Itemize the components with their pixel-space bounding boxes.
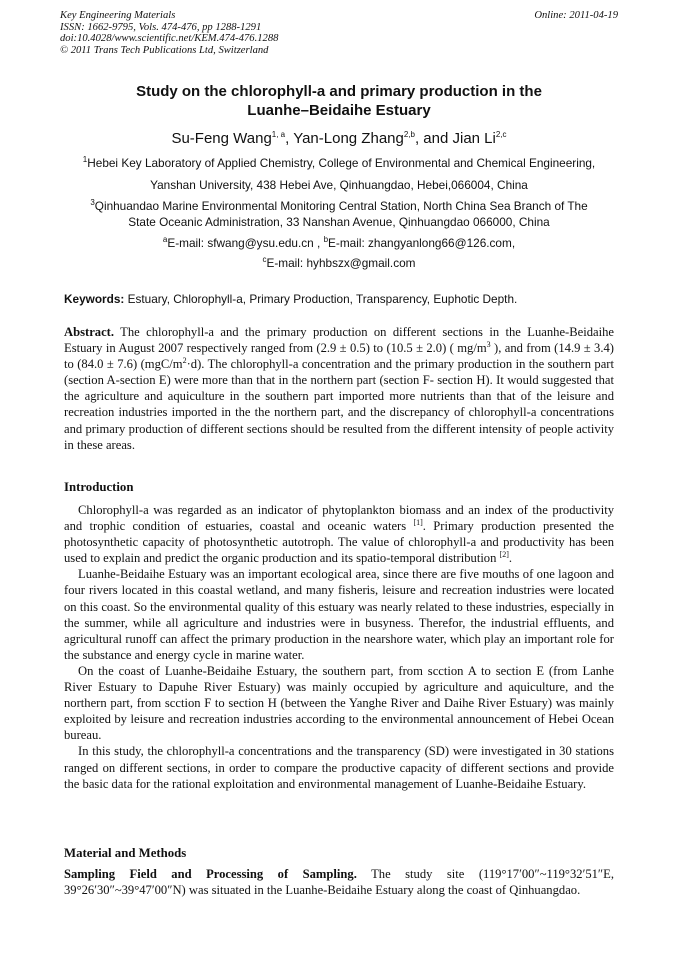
copyright-line: © 2011 Trans Tech Publications Ltd, Switzerland — [60, 44, 269, 56]
paper-title: Study on the chlorophyll-a and primary production in the Luanhe–Beidaihe Estuary — [136, 83, 542, 119]
section-heading-methods: Material and Methods — [64, 846, 187, 860]
paragraph: On the coast of Luanhe-Beidaihe Estuary, the southern part, from scction A to section E (from Lanhe River Estuary to Dapuhe River Estuary) was mainly occupied by agriculture and aquiculture, and the northern part, from scction F to section H (between the Yanghe River and Daihe River Estuary) was mainly exploited by leisure and recreation industries according to the environmental announcement of Hebei Ocean bureau. — [64, 663, 614, 743]
section-heading-introduction: Introduction — [64, 480, 134, 494]
subsection-label: Sampling Field and Processing of Sampling. — [64, 867, 357, 881]
journal-name: Key Engineering Materials — [60, 10, 176, 21]
issn-line: ISSN: 1662-9795, Vols. 474-476, pp 1288-1291 — [60, 21, 262, 33]
paragraph: Luanhe-Beidaihe Estuary was an important ecological area, since there are five mouths of one lagoon and four rivers located in this coastal wetland, and many fisheris, leisure and recreation industries were located on this coast. So the environmental quality of this estuary was nearly related to these industries, especially in the summer, while all agriculture and industries were in busyness. Therefor, the industrial effluents, and agricultural runoff can affect the primary production in the nearshore water, which play an important role for the substance and energy cycle in marine water. — [64, 567, 614, 662]
online-date: Online: 2011-04-19 — [534, 10, 618, 21]
email-c: E-mail: hyhbszx@gmail.com — [266, 255, 416, 270]
affiliation-2: $^3$Qinhuandao Marine Environmental Monitoring Central Station, North China Sea Branch of The State Oceanic Administration, 33 Nanshan Avenue, Qinhuangdao 066000, China — [90, 198, 588, 229]
running-header — [60, 10, 618, 56]
keywords-text: Estuary, Chlorophyll-a, Primary Production, Transparency, Euphotic Depth. — [124, 292, 518, 306]
doi-line: doi:10.4028/www.scientific.net/KEM.474-476.1288 — [60, 33, 279, 45]
methods-body: Sampling Field and Processing of Sampling. The study site (119°17′00″~119°32′51″E, 39°26′30″~39°47′00″N) was situated in the Luanhe-Beidaihe Estuary along the coast of Qinhuangdao. — [64, 867, 614, 898]
paragraph: In this study, the chlorophyll-a concentrations and the transparency (SD) were investigated in 30 stations ranged on different sections, in order to compare the productive capacity of different sections and provide the basic data for the rational exploitation and environmental management of Luanhe-Beidaihe Estuary. — [64, 744, 614, 791]
affiliation-1: $^1$Hebei Key Laboratory of Applied Chemistry, College of Environmental and Chemical Engineering, Yanshan University, 438 Hebei Ave, Qinhuangdao, Hebei,066004, China — [82, 155, 596, 192]
email-a: E-mail: sfwang@ysu.edu.cn , — [167, 236, 321, 250]
author-name: Jian Li — [452, 130, 496, 147]
keywords-label: Keywords: — [64, 292, 125, 306]
author-list: Su-Feng Wang$^{1, a}$, Yan-Long Zhang$^{2,b}$, and Jian Li$^{2,c}$ — [171, 130, 507, 147]
author-name: Yan-Long Zhang — [293, 130, 404, 147]
keywords — [64, 292, 620, 306]
email-list: $^a$E-mail: sfwang@ysu.edu.cn , $^b$E-mail: zhangyanlong66@126.com, $^c$E-mail: hyhbszx@gmail.com — [162, 235, 516, 270]
abstract-label: Abstract. — [64, 325, 115, 339]
introduction-body — [64, 502, 614, 792]
author-name: Su-Feng Wang — [171, 130, 272, 147]
paragraph: Chlorophyll-a was regarded as an indicator of phytoplankton biomass and an index of the productivity and trophic condition of estuaries, coastal and oceanic waters [1]. Primary production presented the photosynthetic capacity of photosynthetic autotroph. The value of chlorophyll-a and productivity has been used to explain and predict the organic production and its spatio-temporal distribution [2]. — [64, 503, 614, 566]
email-b: E-mail: zhangyanlong66@126.com, — [328, 236, 516, 250]
abstract: Abstract. The chlorophyll-a and the primary production on different sections in the Luanhe-Beidaihe Estuary in August 2007 respectively ranged from (2.9 ± 0.5) to (10.5 ± 2.0) ( $mg/m^3$ ), and from (14.9 ± 3.4) to (84.0 ± 7.6) $(mgC/m^2\cdot d)$. The chlorophyll-a concentration and the primary production in the southern part (section A-section E) were more than that in the northern part (section F- section H). It would suggested that the agriculture and aquiculture in the southern part imported more nutrients than that of the leisure and recreation industries imported in the the northern part, and the discrepancy of chlorophyll-a concentrations and primary production of different sections should be resulted from the different intensity of people activity in these areas. — [64, 325, 614, 452]
